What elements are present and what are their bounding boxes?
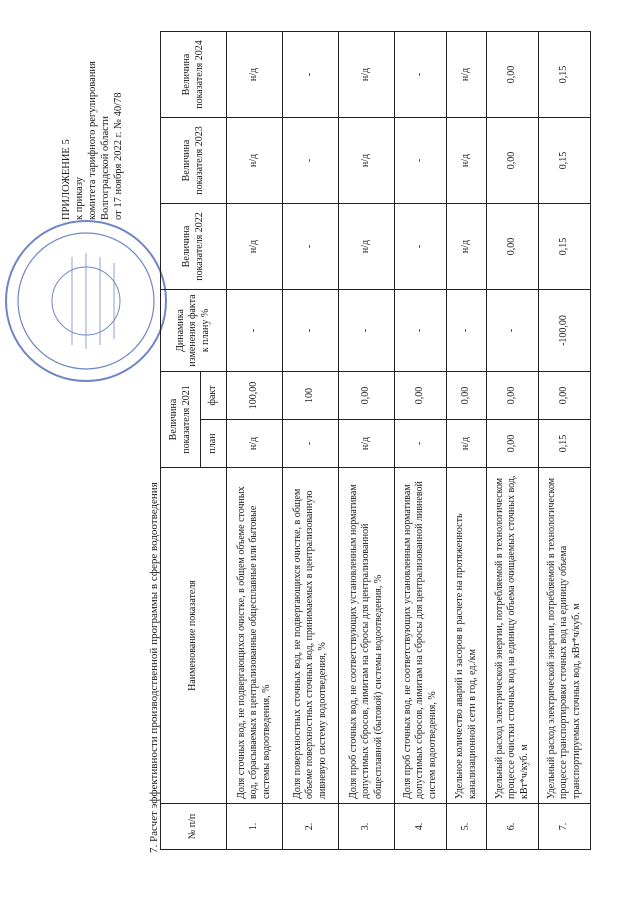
row-name: Удельный расход электрической энергии, потребляемой в технологическом процессе транспортировки сточных вод на единицу объема транспортируемых сточных вод, кВт*ч/куб. м — [539, 468, 591, 804]
header-2023: Величина показателя 2023 — [161, 118, 227, 204]
row-2023: н/д — [227, 118, 283, 204]
section-title: 7. Расчет эффективности производственной программы в сфере водоотведения — [148, 482, 160, 853]
appendix-title: ПРИЛОЖЕНИЕ 5 — [61, 139, 72, 220]
header-plan: план — [201, 420, 227, 468]
row-plan: н/д — [227, 420, 283, 468]
row-2022: н/д — [339, 204, 395, 290]
header-dynamics: Динамика изменения факта к плану % — [161, 290, 227, 372]
row-2023: - — [283, 118, 339, 204]
header-2022: Величина показателя 2022 — [161, 204, 227, 290]
row-2024: 0,15 — [539, 32, 591, 118]
row-2024: н/д — [339, 32, 395, 118]
row-plan: - — [283, 420, 339, 468]
table-row — [395, 32, 447, 850]
header-fact: факт — [201, 372, 227, 420]
appendix-date: от 17 ноября 2022 г. № 40/78 — [113, 92, 124, 220]
row-2024: н/д — [447, 32, 487, 118]
row-2023: - — [395, 118, 447, 204]
row-dynamics: -100,00 — [539, 290, 591, 372]
row-plan: 0,00 — [487, 420, 539, 468]
row-2022: 0,00 — [487, 204, 539, 290]
row-fact: 0,00 — [339, 372, 395, 420]
row-fact: 100 — [283, 372, 339, 420]
row-2022: 0,15 — [539, 204, 591, 290]
row-dynamics: - — [395, 290, 447, 372]
table-row — [539, 32, 591, 850]
row-name: Доля проб сточных вод, не соответствующих установленным нормативам допустимых сбросов, лимитам на сбросы для централизованной общесплавной (бытовой) системы водоотведения, % — [339, 468, 395, 804]
seal-stamp — [2, 217, 170, 385]
row-plan: н/д — [447, 420, 487, 468]
row-name: Доля поверхностных сточных вод, не подвергающихся очистке, в общем объеме поверхностных сточных вод, принимаемых в централизованную ливневую систему водоотведения, % — [283, 468, 339, 804]
row-num: 1. — [227, 804, 283, 850]
row-num: 4. — [395, 804, 447, 850]
header-2024: Величина показателя 2024 — [161, 32, 227, 118]
row-2022: - — [395, 204, 447, 290]
row-plan: - — [395, 420, 447, 468]
row-fact: 0,00 — [395, 372, 447, 420]
row-name: Удельное количество аварий и засоров в расчете на протяженность канализационной сети в год, ед./км — [447, 468, 487, 804]
row-2024: - — [283, 32, 339, 118]
row-dynamics: - — [227, 290, 283, 372]
row-2023: 0,15 — [539, 118, 591, 204]
appendix-line: Волгоградской области — [100, 115, 111, 220]
row-num: 2. — [283, 804, 339, 850]
row-num: 7. — [539, 804, 591, 850]
row-dynamics: - — [339, 290, 395, 372]
table-row — [447, 32, 487, 850]
header-num: № п/п — [161, 804, 227, 850]
efficiency-table — [160, 31, 591, 850]
row-2024: н/д — [227, 32, 283, 118]
appendix-line: комитета тарифного регулирования — [87, 61, 98, 220]
row-2022: н/д — [447, 204, 487, 290]
row-fact: 0,00 — [447, 372, 487, 420]
row-name: Доля проб сточных вод, не соответствующих установленным нормативам допустимых сбросов, лимитам на сбросы для централизованной ливневой систем водоотведения, % — [395, 468, 447, 804]
row-2022: н/д — [227, 204, 283, 290]
row-name: Доля сточных вод, не подвергающихся очистке, в общем объеме сточных вод, сбрасываемых в централизованные общесплавные или бытовые системы водоотведения, % — [227, 468, 283, 804]
row-num: 3. — [339, 804, 395, 850]
table-row — [339, 32, 395, 850]
row-2023: н/д — [447, 118, 487, 204]
row-2024: - — [395, 32, 447, 118]
row-2022: - — [283, 204, 339, 290]
row-plan: 0,15 — [539, 420, 591, 468]
row-fact: 100,00 — [227, 372, 283, 420]
row-2023: 0,00 — [487, 118, 539, 204]
header-2021: Величина показателя 2021 — [161, 372, 201, 468]
table-row — [283, 32, 339, 850]
row-num: 6. — [487, 804, 539, 850]
row-fact: 0,00 — [487, 372, 539, 420]
row-2023: н/д — [339, 118, 395, 204]
row-2024: 0,00 — [487, 32, 539, 118]
header-name: Наименование показателя — [161, 468, 227, 804]
appendix-line: к приказу — [74, 177, 85, 220]
row-dynamics: - — [447, 290, 487, 372]
row-num: 5. — [447, 804, 487, 850]
row-fact: 0,00 — [539, 372, 591, 420]
appendix-header — [60, 0, 125, 220]
row-name: Удельный расход электрической энергии, потребляемой в технологическом процессе очистки сточных вод на единицу объема очищаемых сточных вод, кВт*ч/куб. м — [487, 468, 539, 804]
table-row — [227, 32, 283, 850]
row-dynamics: - — [283, 290, 339, 372]
row-plan: н/д — [339, 420, 395, 468]
table-row — [487, 32, 539, 850]
row-dynamics: - — [487, 290, 539, 372]
